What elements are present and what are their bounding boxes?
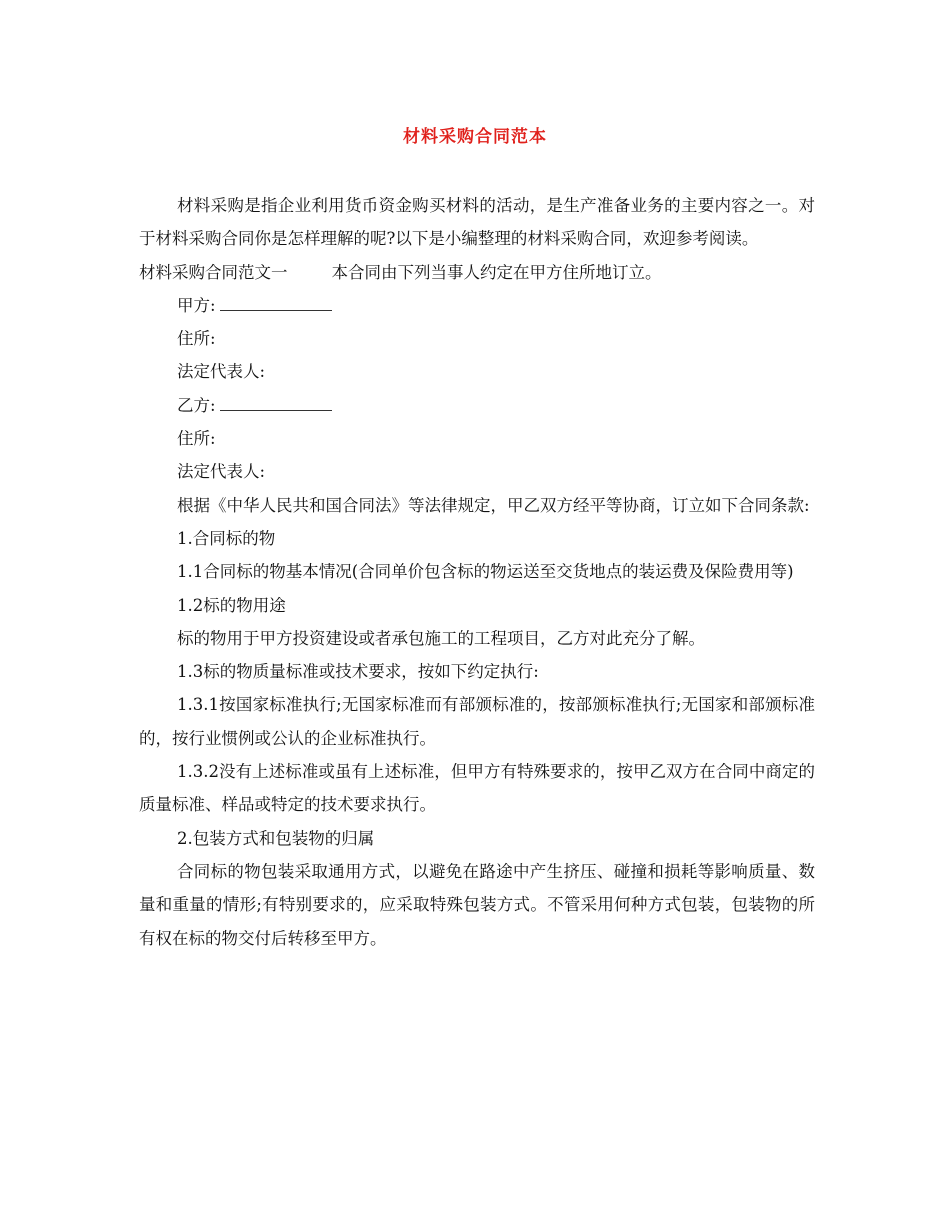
basis-paragraph: 根据《中华人民共和国合同法》等法律规定，甲乙双方经平等协商，订立如下合同条款: [177, 495, 810, 515]
section-2-text: 合同标的物包装采取通用方式，以避免在路途中产生挤压、碰撞和损耗等影响质量、数量和重量的情形;有特别要求的，应采取特殊包装方式。不管采用何种方式包装，包装物的所有权在标的物交付后转移至甲方。 [139, 861, 815, 948]
document-title: 材料采购合同范本 [403, 127, 547, 147]
party-a-label: 甲方: [177, 295, 216, 315]
section-1-3-2: 1.3.2没有上述标准或虽有上述标准，但甲方有特殊要求的，按甲乙双方在合同中商定的质量标准、样品或特定的技术要求执行。 [139, 762, 815, 815]
section-1-3-1: 1.3.1按国家标准执行;无国家标准而有部颁标准的，按部颁标准执行;无国家和部颁标准的，按行业惯例或公认的企业标准执行。 [139, 695, 815, 748]
party-b-label: 乙方: [177, 395, 216, 415]
section-1-2-text: 标的物用于甲方投资建设或者承包施工的工程项目，乙方对此充分了解。 [177, 628, 705, 648]
section-1-heading: 1.合同标的物 [177, 528, 276, 548]
address-b-label: 住所: [177, 429, 216, 449]
rep-a-label: 法定代表人: [177, 362, 266, 382]
section-1-2-heading: 1.2标的物用途 [177, 595, 286, 615]
document-body [139, 189, 815, 955]
party-b-line [139, 389, 815, 422]
section-2-heading: 2.包装方式和包装物的归属 [177, 828, 375, 848]
party-a-blank [220, 296, 332, 311]
section-1-3: 1.3标的物质量标准或技术要求，按如下约定执行: [177, 662, 539, 682]
intro-paragraph: 材料采购是指企业利用货币资金购买材料的活动，是生产准备业务的主要内容之一。对于材料采购合同你是怎样理解的呢?以下是小编整理的材料采购合同，欢迎参考阅读。 [139, 196, 815, 249]
sample-heading-line [139, 256, 815, 289]
party-a-line [139, 289, 815, 322]
party-b-blank [220, 396, 332, 411]
sample-heading: 材料采购合同范文一 [139, 262, 288, 282]
section-1-1: 1.1合同标的物基本情况(合同单价包含标的物运送至交货地点的装运费及保险费用等) [177, 562, 794, 582]
sample-lead: 本合同由下列当事人约定在甲方住所地订立。 [331, 262, 662, 282]
rep-b-label: 法定代表人: [177, 462, 266, 482]
address-a-label: 住所: [177, 329, 216, 349]
